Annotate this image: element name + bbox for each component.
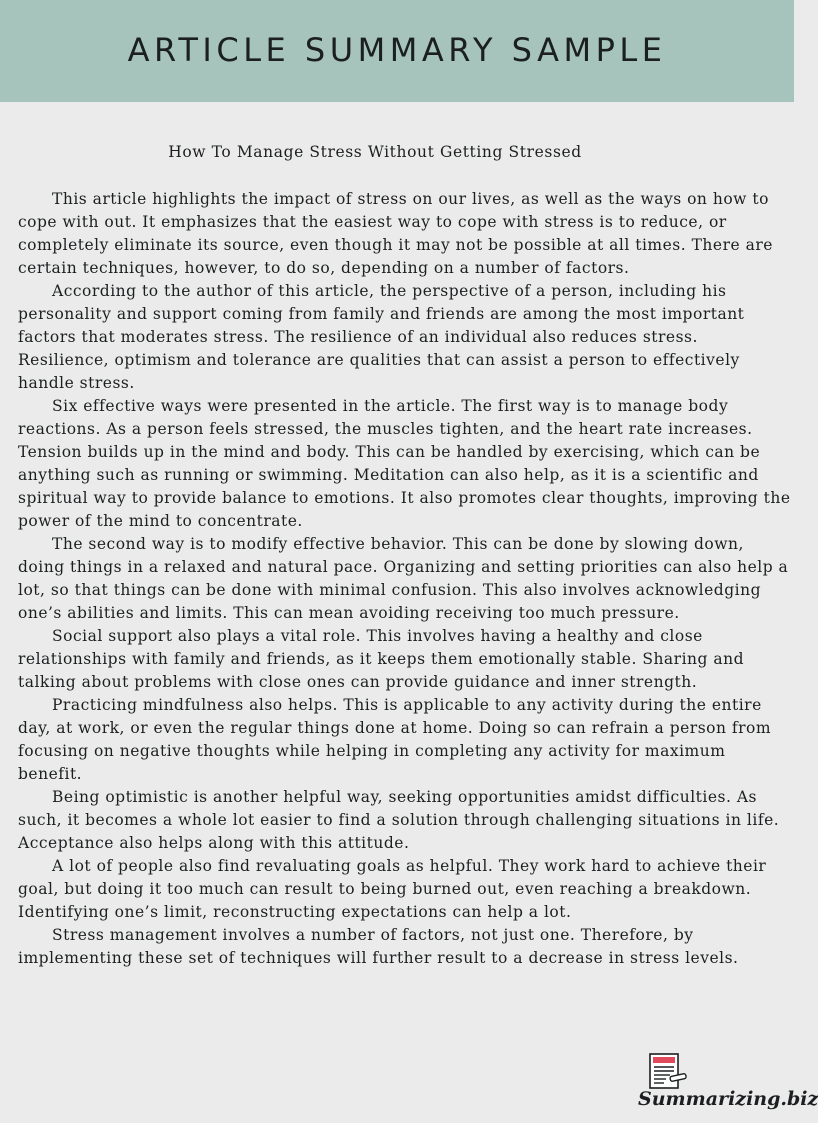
brand-logo[interactable]	[636, 1052, 818, 1112]
paragraph: A lot of people also find revaluating goals as helpful. They work hard to achieve their goal, but doing it too much can result to being burned out, even reaching a breakdown. Identifying one’s limit, reconstructing expectations can help a lot.	[18, 857, 767, 921]
paragraph: According to the author of this article, the perspective of a person, including his personality and support coming from family and friends are among the most important factors that moderates stress. The resilience of an individual also reduces stress. Resilience, optimism and tolerance are qualities that can assist a person to effectively handle stress.	[18, 282, 745, 392]
paragraph: Stress management involves a number of factors, not just one. Therefore, by implementing these set of techniques will further result to a decrease in stress levels.	[18, 926, 739, 967]
paragraph: This article highlights the impact of stress on our lives, as well as the ways on how to cope with out. It emphasizes that the easiest way to cope with stress is to reduce, or completely eliminate its source, even though it may not be possible at all times. There are certain techniques, however, to do so, depending on a number of factors.	[18, 190, 773, 277]
header-band	[0, 0, 794, 102]
paragraph: The second way is to modify effective behavior. This can be done by slowing down, doing things in a relaxed and natural pace. Organizing and setting priorities can also help a lot, so that things can be done with minimal confusion. This also involves acknowledging one’s abilities and limits. This can mean avoiding receiving too much pressure.	[18, 535, 789, 622]
logo-text: Summarizing.biz	[638, 1088, 818, 1110]
page-title: ARTICLE SUMMARY SAMPLE	[127, 31, 667, 69]
article-title: How To Manage Stress Without Getting Stressed	[168, 143, 582, 161]
article-body	[18, 188, 793, 970]
paragraph: Six effective ways were presented in the article. The first way is to manage body reactions. As a person feels stressed, the muscles tighten, and the heart rate increases. Tension builds up in the mind and body. This can be handled by exercising, which can be anything such as running or swimming. Meditation can also help, as it is a scientific and spiritual way to provide balance to emotions. It also promotes clear thoughts, improving the power of the mind to concentrate.	[18, 397, 791, 530]
document-pen-icon	[648, 1052, 688, 1092]
paragraph: Practicing mindfulness also helps. This is applicable to any activity during the entire day, at work, or even the regular things done at home. Doing so can refrain a person from focusing on negative thoughts while helping in completing any activity for maximum benefit.	[18, 696, 772, 783]
paragraph: Being optimistic is another helpful way, seeking opportunities amidst difficulties. As such, it becomes a whole lot easier to find a solution through challenging situations in life. Acceptance also helps along with this attitude.	[18, 788, 780, 852]
paragraph: Social support also plays a vital role. This involves having a healthy and close relationships with family and friends, as it keeps them emotionally stable. Sharing and talking about problems with close ones can provide guidance and inner strength.	[18, 627, 745, 691]
